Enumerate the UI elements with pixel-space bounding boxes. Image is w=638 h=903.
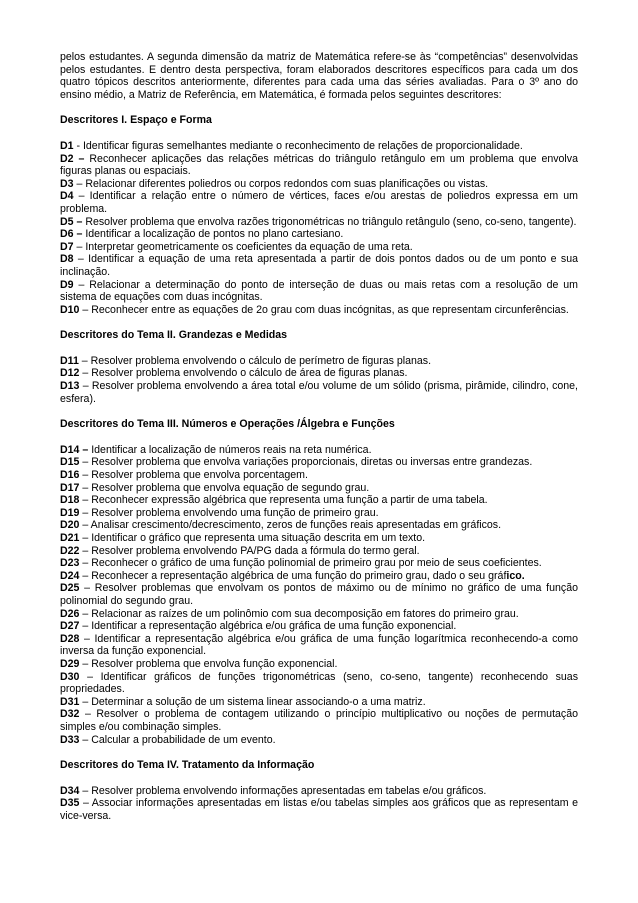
descriptor-item [60, 608, 578, 621]
descriptor-code: D9 [60, 278, 74, 291]
descriptor-code: D22 [60, 544, 80, 557]
descriptor-text: – Associar informações apresentadas em listas e/ou tabelas simples aos gráficos que as representam e vice-versa. [60, 797, 578, 822]
descriptor-item [60, 633, 578, 658]
descriptor-code: D1 [60, 139, 74, 152]
descriptor-code: D10 [60, 303, 80, 316]
descriptor-text: – Resolver problema envolvendo o cálculo de perímetro de figuras planas. [78, 354, 432, 367]
descriptor-list [60, 355, 578, 405]
descriptor-text: – Reconhecer entre as equações de 2o grau com duas incógnitas, as que representam circunferências. [79, 303, 569, 316]
descriptor-code: D15 [60, 456, 80, 469]
descriptor-text: – Resolver problema envolvendo a área total e/ou volume de um sólido (prisma, pirâmide, cilindro, cone, esfera). [60, 380, 578, 405]
descriptor-text: – Resolver problema envolvendo PA/PG dada a fórmula do termo geral. [79, 544, 420, 557]
descriptor-item [60, 708, 578, 733]
descriptor-text-bold-tail: ico. [506, 569, 525, 582]
descriptor-text: – Resolver problema que envolva porcentagem. [79, 469, 308, 482]
descriptor-code: D4 [60, 190, 74, 203]
descriptor-text: – Identificar a representação algébrica e/ou gráfica de uma função logarítmica reconhecendo-a como inversa da função exponencial. [60, 632, 578, 658]
descriptor-text: – Relacionar as raízes de um polinômio com sua decomposição em fatores do primeiro grau. [79, 607, 519, 620]
descriptor-item [60, 532, 578, 545]
descriptor-item [60, 557, 578, 570]
descriptor-item [60, 304, 578, 317]
descriptor-item [60, 582, 578, 607]
descriptor-item [60, 785, 578, 798]
descriptor-code: D30 [60, 670, 80, 683]
descriptor-code: D34 [60, 784, 80, 797]
section-title: Descritores I. Espaço e Forma [60, 114, 212, 127]
descriptor-text: – Resolver problema envolvendo informações apresentadas em tabelas e/ou gráficos. [79, 784, 487, 797]
descriptor-item [60, 444, 578, 457]
descriptor-code: D18 [60, 494, 80, 507]
descriptor-text: – Identificar a relação entre o número de vértices, faces e/ou arestas de poliedros expressa em um problema. [60, 190, 578, 215]
descriptor-text: – Resolver problema envolvendo o cálculo de área de figuras planas. [79, 367, 408, 380]
descriptor-item [60, 671, 578, 696]
descriptor-code: D17 [60, 481, 80, 494]
descriptor-text: – Calcular a probabilidade de um evento. [79, 733, 276, 746]
descriptor-code: D5 – [60, 215, 83, 228]
descriptor-item [60, 570, 578, 583]
descriptor-item [60, 456, 578, 469]
descriptor-code: D33 [60, 733, 80, 746]
descriptor-item [60, 545, 578, 558]
descriptor-text: – Relacionar diferentes poliedros ou corpos redondos com suas planificações ou vistas. [73, 177, 489, 190]
descriptor-code: D19 [60, 506, 80, 519]
descriptor-code: D2 – [60, 152, 85, 165]
descriptor-text: – Analisar crescimento/decrescimento, zeros de funções reais apresentadas em gráficos. [79, 519, 502, 532]
descriptor-item [60, 494, 578, 507]
descriptor-text: Reconhecer aplicações das relações métricas do triângulo retângulo em um problema que envolva figuras planas ou espaciais. [60, 152, 578, 178]
descriptor-item [60, 216, 578, 229]
descriptor-code: D23 [60, 557, 80, 570]
descriptor-code: D11 [60, 354, 79, 367]
section-title: Descritores do Tema IV. Tratamento da Informação [60, 759, 315, 772]
descriptor-text: – Reconhecer expressão algébrica que representa uma função a partir de uma tabela. [79, 494, 488, 507]
descriptor-item [60, 241, 578, 254]
descriptor-text: Identificar a localização de pontos no plano cartesiano. [82, 228, 344, 241]
descriptor-item [60, 734, 578, 747]
descriptor-item [60, 696, 578, 709]
descriptor-text: Identificar a localização de números reais na reta numérica. [88, 443, 372, 456]
descriptor-code: D35 [60, 797, 80, 810]
descriptor-item [60, 367, 578, 380]
descriptor-item [60, 482, 578, 495]
descriptor-code: D3 [60, 177, 74, 190]
descriptor-code: D20 [60, 519, 80, 532]
descriptor-item [60, 519, 578, 532]
descriptor-code: D24 [60, 569, 80, 582]
descriptor-text: – Relacionar a determinação do ponto de interseção de duas ou mais retas com a resolução de um sistema de equações com duas incógnitas. [60, 278, 578, 304]
descriptor-item [60, 279, 578, 304]
descriptor-code: D26 [60, 607, 80, 620]
descriptor-sections [60, 114, 578, 822]
descriptor-item [60, 469, 578, 482]
descriptor-item [60, 178, 578, 191]
descriptor-code: D13 [60, 380, 80, 393]
descriptor-list [60, 140, 578, 316]
descriptor-text: – Resolver o problema de contagem utilizando o princípio multiplicativo ou noções de permutação simples e/ou combinação simples. [60, 708, 578, 733]
descriptor-text: – Identificar o gráfico que representa uma situação descrita em um texto. [79, 532, 426, 544]
descriptor-code: D29 [60, 657, 80, 670]
descriptor-text: – Resolver problema que envolva variações proporcionais, diretas ou inversas entre grandezas. [79, 456, 533, 469]
descriptor-code: D14 – [60, 443, 89, 456]
descriptor-item [60, 658, 578, 671]
descriptor-code: D8 [60, 253, 74, 266]
intro-paragraph: pelos estudantes. A segunda dimensão da matriz de Matemática refere-se às “competências” desenvolvidas pelos estudantes. E dentro desta perspectiva, foram elaborados descritores específicos para cada um dos quatro tópicos descritos anteriormente, diferentes para cada uma das séries avaliadas. Para o 3º ano do ensino médio, a Matriz de Referência, em Matemática, é formada pelos seguintes descritores: [60, 51, 578, 101]
descriptor-code: D25 [60, 582, 80, 595]
descriptor-list [60, 444, 578, 746]
descriptor-item [60, 153, 578, 178]
descriptor-text: Resolver problema que envolva razões trigonométricas no triângulo retângulo (seno, co-seno, tangente). [82, 215, 577, 228]
descriptor-item [60, 620, 578, 633]
descriptor-item [60, 355, 578, 368]
descriptor-text: - Identificar figuras semelhantes mediante o reconhecimento de relações de proporcionalidade. [73, 139, 523, 152]
descriptor-item [60, 797, 578, 822]
descriptor-code: D7 [60, 240, 74, 253]
descriptor-code: D6 – [60, 228, 83, 241]
descriptor-code: D27 [60, 620, 80, 633]
descriptor-text: – Resolver problema envolvendo uma função de primeiro grau. [79, 506, 379, 519]
descriptor-item [60, 140, 578, 153]
descriptor-code: D16 [60, 469, 80, 482]
descriptor-code: D28 [60, 632, 80, 645]
descriptor-item [60, 507, 578, 520]
descriptor-item [60, 380, 578, 405]
descriptor-item [60, 228, 578, 241]
section-title: Descritores do Tema II. Grandezas e Medidas [60, 329, 288, 342]
descriptor-code: D31 [60, 695, 80, 708]
descriptor-code: D21 [60, 532, 80, 544]
descriptor-item [60, 253, 578, 278]
descriptor-item [60, 190, 578, 215]
descriptor-text: – Resolver problema que envolva equação de segundo grau. [79, 481, 370, 494]
descriptor-text: – Resolver problemas que envolvam os pontos de máximo ou de mínimo no gráfico de uma função polinomial do segundo grau. [60, 582, 578, 607]
section-title: Descritores do Tema III. Números e Operações /Álgebra e Funções [60, 418, 395, 431]
descriptor-text: – Determinar a solução de um sistema linear associando-o a uma matriz. [79, 695, 426, 708]
descriptor-text: – Identificar a equação de uma reta apresentada a partir de dois pontos dados ou de um ponto e sua inclinação. [60, 253, 578, 278]
descriptor-list [60, 785, 578, 823]
descriptor-code: D32 [60, 708, 80, 721]
descriptor-code: D12 [60, 367, 80, 380]
descriptor-text: – Identificar gráficos de funções trigonométricas (seno, co-seno, tangente) reconhecendo suas propriedades. [60, 670, 578, 696]
descriptor-text: – Identificar a representação algébrica e/ou gráfica de uma função exponencial. [79, 620, 457, 633]
descriptor-text: – Reconhecer a representação algébrica de uma função do primeiro grau, dado o seu gráf [79, 569, 507, 582]
descriptor-text: – Interpretar geometricamente os coeficientes da equação de uma reta. [73, 240, 413, 253]
descriptor-text: – Reconhecer o gráfico de uma função polinomial de primeiro grau por meio de seus coeficientes. [79, 557, 542, 570]
descriptor-text: – Resolver problema que envolva função exponencial. [79, 657, 338, 670]
